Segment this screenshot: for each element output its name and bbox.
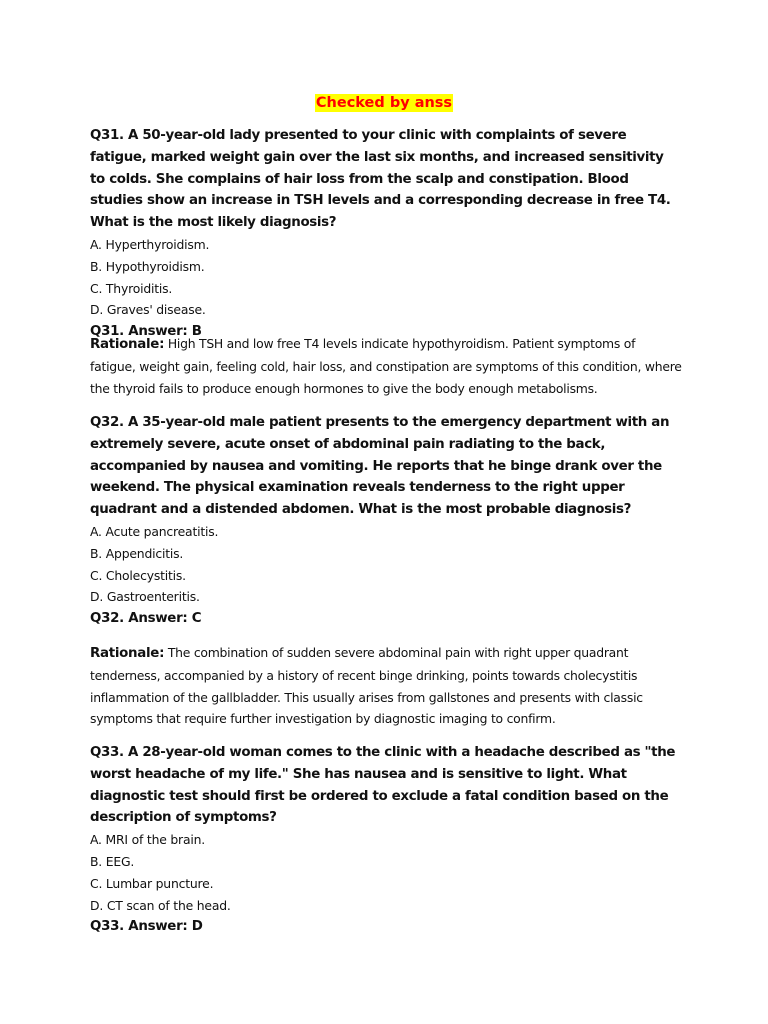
option-b: B. EEG.: [90, 853, 135, 869]
option-b: B. Hypothyroidism.: [90, 258, 205, 274]
rationale-32: [90, 642, 682, 730]
option-c: C. Lumbar puncture.: [90, 875, 214, 891]
option-c: C. Thyroiditis.: [90, 280, 173, 296]
rationale-label: Rationale:: [90, 337, 165, 352]
question-31: [90, 125, 680, 343]
answer-options: [90, 829, 680, 916]
option-a: A. Acute pancreatitis.: [90, 523, 219, 539]
question-stem: Q33. A 28-year-old woman comes to the clinic with a headache described as "the worst headache of my life." She has nausea and is sensitive to light. What diagnostic test should first be ordered to exclude a fatal condition based on the description of symptoms?: [90, 745, 676, 826]
rationale-label: Rationale:: [90, 646, 165, 661]
option-d: D. Graves' disease.: [90, 302, 206, 318]
answer-key: Q31. Answer: B: [90, 324, 202, 340]
answer-options: [90, 234, 680, 321]
rationale-31: [90, 333, 682, 399]
answer-options: [90, 521, 680, 608]
rationale-text: The combination of sudden severe abdominal pain with right upper quadrant tenderness, accompanied by a history of recent binge drinking, points towards cholecystitis inflammation of the gallbladder. This usually arises from gallstones and presents with classic symptoms that require further investigation by diagnostic imaging to confirm.: [90, 645, 643, 727]
question-stem: Q32. A 35-year-old male patient presents to the emergency department with an extremely severe, acute onset of abdominal pain radiating to the back, accompanied by nausea and vomiting. He reports that he binge drank over the weekend. The physical examination reveals tenderness to the right upper quadrant and a distended abdomen. What is the most probable diagnosis?: [90, 415, 670, 518]
checked-label: Checked by anss: [315, 95, 453, 111]
option-a: A. Hyperthyroidism.: [90, 236, 210, 252]
option-d: D. CT scan of the head.: [90, 897, 231, 913]
option-c: C. Cholecystitis.: [90, 567, 186, 583]
question-32: [90, 412, 680, 630]
option-a: A. MRI of the brain.: [90, 832, 205, 848]
question-stem: Q31. A 50-year-old lady presented to your clinic with complaints of severe fatigue, marked weight gain over the last six months, and increased sensitivity to colds. She complains of hair loss from the scalp and constipation. Blood studies show an increase in TSH levels and a corresponding decrease in free T4. What is the most likely diagnosis?: [90, 128, 671, 231]
answer-key: Q32. Answer: C: [90, 611, 202, 627]
checked-header: [90, 92, 678, 111]
question-33: [90, 742, 680, 938]
option-b: B. Appendicitis.: [90, 545, 184, 561]
rationale-text: High TSH and low free T4 levels indicate hypothyroidism. Patient symptoms of fatigue, weight gain, feeling cold, hair loss, and constipation are symptoms of this condition, where the thyroid fails to produce enough hormones to give the body enough metabolisms.: [90, 336, 682, 396]
option-d: D. Gastroenteritis.: [90, 589, 200, 605]
answer-key: Q33. Answer: D: [90, 919, 203, 935]
